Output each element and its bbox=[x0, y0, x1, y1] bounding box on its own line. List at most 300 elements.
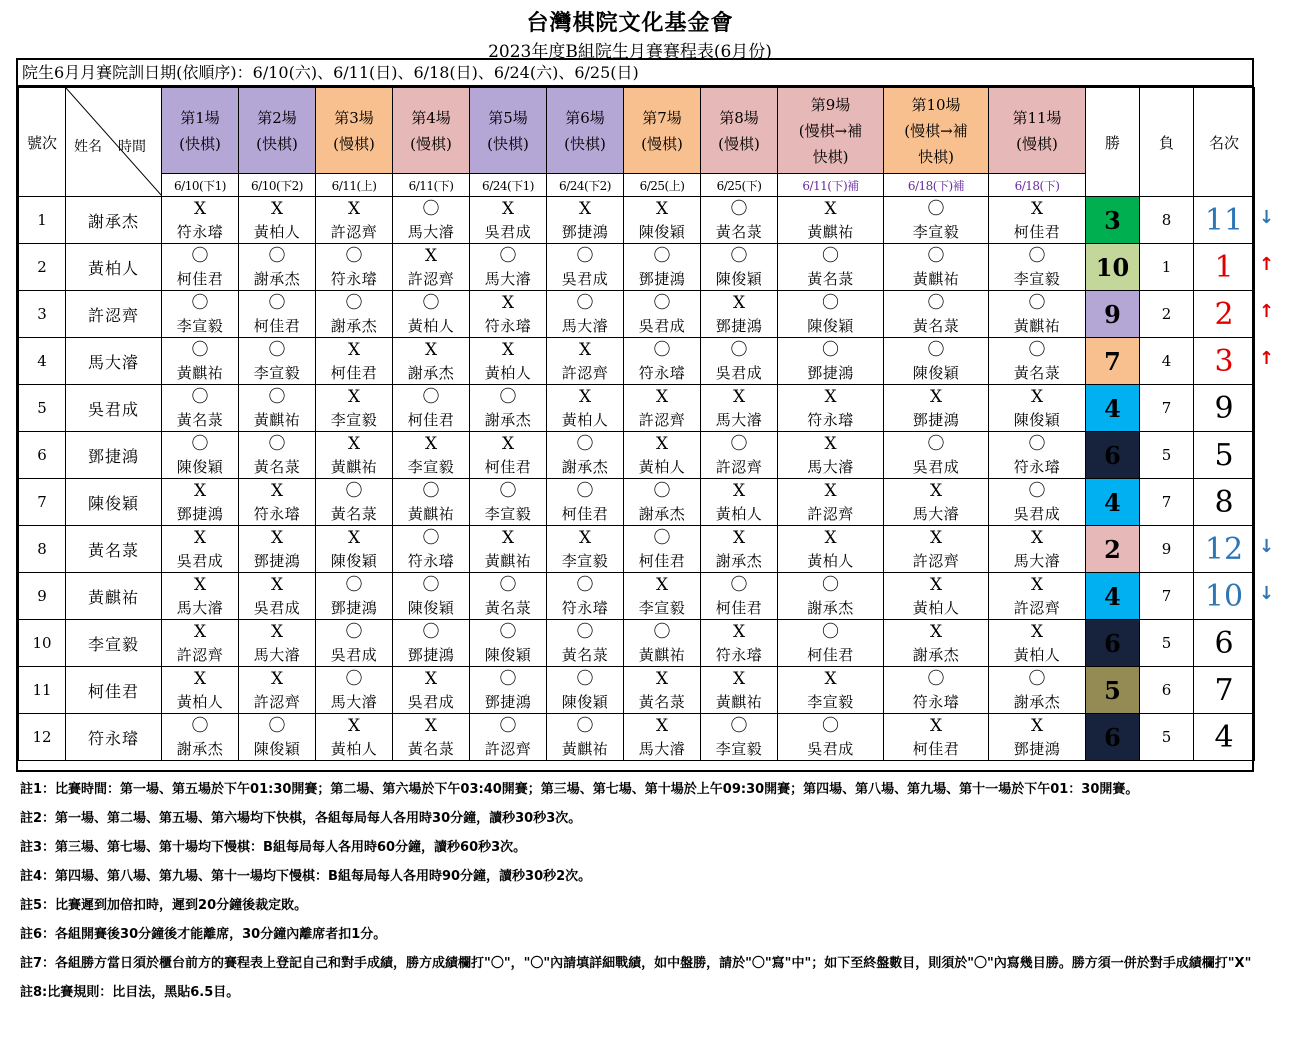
round-date-4: 6/11(下) bbox=[393, 174, 470, 197]
header-losses: 負 bbox=[1140, 88, 1194, 197]
round-type: (慢棋→補 bbox=[904, 121, 968, 140]
player-number: 7 bbox=[19, 479, 66, 526]
match-result: X bbox=[701, 479, 778, 504]
match-opponent: 符永璿 bbox=[701, 644, 778, 667]
round-date-5: 6/24(下1) bbox=[470, 174, 547, 197]
match-opponent: 陳俊穎 bbox=[316, 550, 393, 573]
match-result: 〇 bbox=[162, 432, 239, 457]
match-opponent: 吳君成 bbox=[701, 362, 778, 385]
match-opponent: 鄧捷鴻 bbox=[884, 409, 989, 432]
player-name: 馬大濬 bbox=[66, 338, 162, 385]
round-header-11 bbox=[989, 88, 1086, 174]
match-opponent: 陳俊穎 bbox=[393, 597, 470, 620]
note-item: 註6：各組開賽後30分鐘後才能離席，30分鐘內離席者扣1分。 bbox=[20, 927, 387, 942]
player-name: 李宣毅 bbox=[66, 620, 162, 667]
match-opponent: 陳俊穎 bbox=[624, 221, 701, 244]
match-result: 〇 bbox=[470, 385, 547, 410]
match-opponent: 李宣毅 bbox=[239, 362, 316, 385]
match-result: X bbox=[884, 526, 989, 551]
rank-value: 7 bbox=[1194, 667, 1255, 714]
match-result: 〇 bbox=[989, 291, 1086, 316]
match-opponent: 吳君成 bbox=[547, 268, 624, 291]
match-opponent: 柯佳君 bbox=[884, 738, 989, 761]
round-title: 第9場 bbox=[810, 95, 851, 114]
match-result: X bbox=[316, 432, 393, 457]
round-type: (慢棋→補 bbox=[798, 121, 863, 140]
player-number: 4 bbox=[19, 338, 66, 385]
player-opponent-row bbox=[19, 503, 1255, 526]
round-type: (慢棋) bbox=[410, 134, 452, 153]
player-row bbox=[19, 432, 1255, 457]
match-result: X bbox=[162, 197, 239, 222]
match-opponent: 黃柏人 bbox=[393, 315, 470, 338]
note-item: 註2：第一場、第二場、第五場、第六場均下快棋，各組每局每人各用時30分鐘，讀秒30秒3次。 bbox=[20, 811, 582, 826]
round-title: 第4場 bbox=[411, 108, 451, 127]
match-result: 〇 bbox=[989, 338, 1086, 363]
header-wins: 勝 bbox=[1086, 88, 1140, 197]
header-name-label: 姓名 bbox=[74, 139, 102, 155]
match-opponent: 鄧捷鴻 bbox=[547, 221, 624, 244]
round-type: (快棋) bbox=[179, 134, 221, 153]
match-result: X bbox=[624, 385, 701, 410]
match-result: 〇 bbox=[989, 479, 1086, 504]
match-result: X bbox=[989, 573, 1086, 598]
match-result: X bbox=[989, 385, 1086, 410]
player-row bbox=[19, 573, 1255, 598]
match-result: 〇 bbox=[316, 479, 393, 504]
match-opponent: 黃柏人 bbox=[989, 644, 1086, 667]
match-result: X bbox=[884, 620, 989, 645]
match-result: 〇 bbox=[162, 291, 239, 316]
match-result: 〇 bbox=[162, 338, 239, 363]
match-result: 〇 bbox=[884, 667, 989, 692]
match-opponent: 黃名菉 bbox=[701, 221, 778, 244]
match-result: 〇 bbox=[239, 385, 316, 410]
player-name: 謝承杰 bbox=[66, 197, 162, 244]
round-type: (快棋) bbox=[487, 134, 529, 153]
match-opponent: 李宣毅 bbox=[470, 503, 547, 526]
match-opponent: 謝承杰 bbox=[547, 456, 624, 479]
match-opponent: 許涊齊 bbox=[624, 409, 701, 432]
match-opponent: 馬大濬 bbox=[701, 409, 778, 432]
match-result: X bbox=[393, 667, 470, 692]
match-result: X bbox=[778, 479, 884, 504]
match-result: 〇 bbox=[470, 244, 547, 269]
match-result: 〇 bbox=[989, 667, 1086, 692]
match-opponent: 柯佳君 bbox=[778, 644, 884, 667]
player-name: 符永璿 bbox=[66, 714, 162, 761]
match-opponent: 許涊齊 bbox=[316, 221, 393, 244]
round-title: 第1場 bbox=[180, 108, 220, 127]
match-result: 〇 bbox=[316, 620, 393, 645]
match-opponent: 柯佳君 bbox=[701, 597, 778, 620]
wins-count: 10 bbox=[1086, 244, 1140, 291]
up-arrow-icon: ↑ bbox=[1259, 253, 1275, 275]
match-opponent: 黃麒祐 bbox=[162, 362, 239, 385]
round-header-6 bbox=[547, 88, 624, 174]
match-result: 〇 bbox=[547, 667, 624, 692]
match-opponent: 馬大濬 bbox=[393, 221, 470, 244]
round-type: (快棋) bbox=[256, 134, 298, 153]
match-opponent: 柯佳君 bbox=[162, 268, 239, 291]
round-header-4 bbox=[393, 88, 470, 174]
match-result: X bbox=[470, 432, 547, 457]
losses-count: 5 bbox=[1140, 714, 1194, 761]
match-result: 〇 bbox=[316, 244, 393, 269]
match-result: X bbox=[162, 573, 239, 598]
match-result: X bbox=[989, 197, 1086, 222]
round-type: (慢棋) bbox=[333, 134, 375, 153]
match-result: X bbox=[624, 667, 701, 692]
match-result: X bbox=[547, 526, 624, 551]
match-result: 〇 bbox=[701, 714, 778, 739]
player-row bbox=[19, 526, 1255, 551]
player-name: 陳俊穎 bbox=[66, 479, 162, 526]
player-number: 5 bbox=[19, 385, 66, 432]
match-result: X bbox=[393, 244, 470, 269]
match-result: 〇 bbox=[316, 573, 393, 598]
match-result: 〇 bbox=[778, 620, 884, 645]
match-result: 〇 bbox=[162, 385, 239, 410]
match-result: 〇 bbox=[239, 714, 316, 739]
losses-count: 8 bbox=[1140, 197, 1194, 244]
match-opponent: 柯佳君 bbox=[470, 456, 547, 479]
match-opponent: 謝承杰 bbox=[989, 691, 1086, 714]
match-opponent: 黃麒祐 bbox=[470, 550, 547, 573]
document-subtitle: 2023年度B組院生月賽賽程表(6月份) bbox=[488, 42, 772, 62]
match-opponent: 黃麒祐 bbox=[884, 268, 989, 291]
match-opponent: 黃麒祐 bbox=[989, 315, 1086, 338]
match-result: 〇 bbox=[470, 573, 547, 598]
match-opponent: 黃麒祐 bbox=[701, 691, 778, 714]
note-item: 註5：比賽遲到加倍扣時，遲到20分鐘後裁定敗。 bbox=[20, 898, 308, 913]
round-header-5 bbox=[470, 88, 547, 174]
match-result: 〇 bbox=[470, 620, 547, 645]
match-opponent: 謝承杰 bbox=[316, 315, 393, 338]
schedule-frame bbox=[16, 58, 1254, 772]
player-name: 鄧捷鴻 bbox=[66, 432, 162, 479]
match-opponent: 陳俊穎 bbox=[701, 268, 778, 291]
match-result: X bbox=[701, 291, 778, 316]
match-result: 〇 bbox=[701, 197, 778, 222]
match-result: 〇 bbox=[778, 573, 884, 598]
match-opponent: 鄧捷鴻 bbox=[778, 362, 884, 385]
match-opponent: 符永璿 bbox=[316, 268, 393, 291]
round-date-9: 6/11(下)補 bbox=[778, 174, 884, 197]
match-result: 〇 bbox=[316, 291, 393, 316]
round-date-8: 6/25(下) bbox=[701, 174, 778, 197]
match-result: X bbox=[884, 573, 989, 598]
match-opponent: 柯佳君 bbox=[547, 503, 624, 526]
match-result: 〇 bbox=[393, 620, 470, 645]
match-opponent: 吳君成 bbox=[316, 644, 393, 667]
match-opponent: 李宣毅 bbox=[884, 221, 989, 244]
match-opponent: 符永璿 bbox=[547, 597, 624, 620]
match-result: 〇 bbox=[624, 338, 701, 363]
match-opponent: 黃柏人 bbox=[470, 362, 547, 385]
match-opponent: 符永璿 bbox=[884, 691, 989, 714]
match-result: 〇 bbox=[547, 620, 624, 645]
match-opponent: 馬大濬 bbox=[989, 550, 1086, 573]
match-result: X bbox=[470, 291, 547, 316]
match-opponent: 符永璿 bbox=[239, 503, 316, 526]
player-name: 黃柏人 bbox=[66, 244, 162, 291]
player-opponent-row bbox=[19, 315, 1255, 338]
player-row bbox=[19, 714, 1255, 739]
round-date-7: 6/25(上) bbox=[624, 174, 701, 197]
match-result: X bbox=[470, 526, 547, 551]
match-opponent: 黃名菉 bbox=[547, 644, 624, 667]
match-result: X bbox=[547, 338, 624, 363]
player-name: 許涊齊 bbox=[66, 291, 162, 338]
match-opponent: 陳俊穎 bbox=[470, 644, 547, 667]
match-opponent: 許涊齊 bbox=[778, 503, 884, 526]
player-name: 柯佳君 bbox=[66, 667, 162, 714]
match-opponent: 馬大濬 bbox=[778, 456, 884, 479]
match-opponent: 柯佳君 bbox=[239, 315, 316, 338]
round-type: (快棋) bbox=[564, 134, 606, 153]
match-opponent: 馬大濬 bbox=[239, 644, 316, 667]
player-row bbox=[19, 291, 1255, 316]
match-result: 〇 bbox=[393, 291, 470, 316]
match-opponent: 黃柏人 bbox=[239, 221, 316, 244]
player-number: 6 bbox=[19, 432, 66, 479]
round-date-3: 6/11(上) bbox=[316, 174, 393, 197]
player-row bbox=[19, 244, 1255, 269]
round-type-cont: 快棋) bbox=[918, 147, 954, 166]
player-opponent-row bbox=[19, 362, 1255, 385]
round-header-1 bbox=[162, 88, 239, 174]
header-time-label: 時間 bbox=[118, 139, 146, 155]
match-opponent: 李宣毅 bbox=[778, 691, 884, 714]
match-opponent: 黃柏人 bbox=[778, 550, 884, 573]
wins-count: 6 bbox=[1086, 620, 1140, 667]
rank-value: 2 bbox=[1194, 291, 1255, 338]
rank-value: 6 bbox=[1194, 620, 1255, 667]
header-rank: 名次 bbox=[1194, 88, 1255, 197]
match-result: X bbox=[624, 197, 701, 222]
note-item: 註7：各組勝方當日須於櫃台前方的賽程表上登記自己和對手成績，勝方成績欄打"〇"，"〇"內請填詳細戰績，如中盤勝，請於"〇"寫"中"；如下至終盤數目，則須於"〇"內寫幾目勝。勝方須一併於對手成績欄打"X" bbox=[20, 956, 1252, 971]
player-number: 10 bbox=[19, 620, 66, 667]
down-arrow-icon: ↓ bbox=[1259, 535, 1275, 557]
player-opponent-row bbox=[19, 456, 1255, 479]
match-result: X bbox=[162, 526, 239, 551]
match-result: X bbox=[624, 714, 701, 739]
match-result: 〇 bbox=[884, 338, 989, 363]
match-result: 〇 bbox=[547, 291, 624, 316]
match-result: 〇 bbox=[393, 526, 470, 551]
round-date-10: 6/18(下)補 bbox=[884, 174, 989, 197]
match-result: 〇 bbox=[547, 432, 624, 457]
match-result: 〇 bbox=[624, 244, 701, 269]
round-header-8 bbox=[701, 88, 778, 174]
round-date-6: 6/24(下2) bbox=[547, 174, 624, 197]
wins-count: 6 bbox=[1086, 432, 1140, 479]
player-opponent-row bbox=[19, 644, 1255, 667]
match-result: 〇 bbox=[547, 244, 624, 269]
match-opponent: 黃名菉 bbox=[393, 738, 470, 761]
note-item: 註8:比賽規則：比目法，黑貼6.5目。 bbox=[20, 985, 240, 1000]
rank-value: 1 bbox=[1194, 244, 1255, 291]
wins-count: 2 bbox=[1086, 526, 1140, 573]
match-opponent: 黃名菉 bbox=[989, 362, 1086, 385]
match-opponent: 許涊齊 bbox=[701, 456, 778, 479]
player-number: 1 bbox=[19, 197, 66, 244]
match-result: X bbox=[884, 385, 989, 410]
match-result: X bbox=[884, 714, 989, 739]
player-number: 8 bbox=[19, 526, 66, 573]
match-result: 〇 bbox=[239, 291, 316, 316]
round-title: 第2場 bbox=[257, 108, 297, 127]
losses-count: 7 bbox=[1140, 573, 1194, 620]
match-opponent: 黃柏人 bbox=[884, 597, 989, 620]
match-opponent: 符永璿 bbox=[393, 550, 470, 573]
match-result: 〇 bbox=[393, 573, 470, 598]
match-result: 〇 bbox=[393, 385, 470, 410]
match-opponent: 許涊齊 bbox=[162, 644, 239, 667]
match-opponent: 黃麒祐 bbox=[239, 409, 316, 432]
round-title: 第7場 bbox=[642, 108, 682, 127]
wins-count: 4 bbox=[1086, 385, 1140, 432]
match-result: 〇 bbox=[316, 667, 393, 692]
match-opponent: 鄧捷鴻 bbox=[470, 691, 547, 714]
match-opponent: 符永璿 bbox=[470, 315, 547, 338]
match-result: 〇 bbox=[162, 714, 239, 739]
match-opponent: 謝承杰 bbox=[239, 268, 316, 291]
match-opponent: 符永璿 bbox=[162, 221, 239, 244]
up-arrow-icon: ↑ bbox=[1259, 300, 1275, 322]
match-opponent: 黃柏人 bbox=[701, 503, 778, 526]
up-arrow-icon: ↑ bbox=[1259, 347, 1275, 369]
match-opponent: 許涊齊 bbox=[239, 691, 316, 714]
match-opponent: 許涊齊 bbox=[393, 268, 470, 291]
match-result: 〇 bbox=[701, 432, 778, 457]
match-result: X bbox=[316, 197, 393, 222]
round-title: 第8場 bbox=[719, 108, 759, 127]
match-opponent: 吳君成 bbox=[393, 691, 470, 714]
match-opponent: 李宣毅 bbox=[701, 738, 778, 761]
round-title: 第3場 bbox=[334, 108, 374, 127]
match-opponent: 符永璿 bbox=[989, 456, 1086, 479]
match-opponent: 黃名菉 bbox=[316, 503, 393, 526]
match-result: 〇 bbox=[884, 244, 989, 269]
match-result: X bbox=[162, 667, 239, 692]
rank-value: 8 bbox=[1194, 479, 1255, 526]
match-opponent: 吳君成 bbox=[989, 503, 1086, 526]
match-opponent: 李宣毅 bbox=[162, 315, 239, 338]
match-opponent: 鄧捷鴻 bbox=[162, 503, 239, 526]
match-opponent: 許涊齊 bbox=[989, 597, 1086, 620]
match-opponent: 吳君成 bbox=[470, 221, 547, 244]
match-opponent: 陳俊穎 bbox=[989, 409, 1086, 432]
match-opponent: 吳君成 bbox=[162, 550, 239, 573]
down-arrow-icon: ↓ bbox=[1259, 206, 1275, 228]
match-result: X bbox=[239, 197, 316, 222]
round-type-cont: 快棋) bbox=[812, 147, 849, 166]
match-opponent: 鄧捷鴻 bbox=[989, 738, 1086, 761]
player-row bbox=[19, 385, 1255, 410]
match-result: X bbox=[778, 197, 884, 222]
notes-section bbox=[20, 780, 1260, 1012]
match-result: X bbox=[701, 526, 778, 551]
wins-count: 3 bbox=[1086, 197, 1140, 244]
match-opponent: 許涊齊 bbox=[470, 738, 547, 761]
match-opponent: 謝承杰 bbox=[162, 738, 239, 761]
round-type: (慢棋) bbox=[718, 134, 760, 153]
player-name: 黃麒祐 bbox=[66, 573, 162, 620]
match-result: 〇 bbox=[624, 620, 701, 645]
match-result: X bbox=[393, 338, 470, 363]
wins-count: 4 bbox=[1086, 573, 1140, 620]
match-result: 〇 bbox=[470, 714, 547, 739]
document-title: 台灣棋院文化基金會 bbox=[526, 10, 734, 36]
match-opponent: 黃名菉 bbox=[470, 597, 547, 620]
match-result: X bbox=[701, 620, 778, 645]
match-result: X bbox=[162, 620, 239, 645]
match-result: 〇 bbox=[239, 244, 316, 269]
rank-value: 10 bbox=[1194, 573, 1255, 620]
match-opponent: 黃麒祐 bbox=[778, 221, 884, 244]
losses-count: 1 bbox=[1140, 244, 1194, 291]
wins-count: 7 bbox=[1086, 338, 1140, 385]
match-result: X bbox=[547, 385, 624, 410]
match-result: X bbox=[701, 385, 778, 410]
player-opponent-row bbox=[19, 550, 1255, 573]
wins-count: 4 bbox=[1086, 479, 1140, 526]
match-result: X bbox=[393, 714, 470, 739]
match-opponent: 陳俊穎 bbox=[778, 315, 884, 338]
match-result: X bbox=[239, 620, 316, 645]
match-result: 〇 bbox=[884, 291, 989, 316]
match-opponent: 黃麒祐 bbox=[316, 456, 393, 479]
losses-count: 5 bbox=[1140, 432, 1194, 479]
match-opponent: 馬大濬 bbox=[547, 315, 624, 338]
round-title: 第10場 bbox=[911, 95, 961, 114]
match-opponent: 柯佳君 bbox=[989, 221, 1086, 244]
round-header-7 bbox=[624, 88, 701, 174]
match-result: 〇 bbox=[393, 479, 470, 504]
note-item: 註4：第四場、第八場、第九場、第十一場均下慢棋：B組每局每人各用時90分鐘，讀秒30秒2次。 bbox=[20, 869, 592, 884]
match-result: 〇 bbox=[547, 573, 624, 598]
rank-value: 3 bbox=[1194, 338, 1255, 385]
match-result: X bbox=[316, 338, 393, 363]
rank-value: 5 bbox=[1194, 432, 1255, 479]
round-title: 第5場 bbox=[488, 108, 528, 127]
losses-count: 2 bbox=[1140, 291, 1194, 338]
match-result: 〇 bbox=[470, 479, 547, 504]
match-result: X bbox=[239, 573, 316, 598]
note-item: 註3：第三場、第七場、第十場均下慢棋：B組每局每人各用時60分鐘，讀秒60秒3次。 bbox=[20, 840, 527, 855]
round-header-3 bbox=[316, 88, 393, 174]
player-row bbox=[19, 667, 1255, 692]
match-opponent: 黃名菉 bbox=[624, 691, 701, 714]
match-result: X bbox=[316, 385, 393, 410]
rank-value: 9 bbox=[1194, 385, 1255, 432]
round-title: 第11場 bbox=[1012, 108, 1062, 127]
match-opponent: 謝承杰 bbox=[624, 503, 701, 526]
match-result: 〇 bbox=[778, 714, 884, 739]
match-result: 〇 bbox=[701, 338, 778, 363]
match-opponent: 陳俊穎 bbox=[547, 691, 624, 714]
match-result: X bbox=[162, 479, 239, 504]
player-opponent-row bbox=[19, 691, 1255, 714]
match-result: X bbox=[624, 573, 701, 598]
match-opponent: 李宣毅 bbox=[624, 597, 701, 620]
round-type: (慢棋) bbox=[641, 134, 683, 153]
match-opponent: 許涊齊 bbox=[884, 550, 989, 573]
round-date-11: 6/18(下) bbox=[989, 174, 1086, 197]
match-result: X bbox=[778, 526, 884, 551]
